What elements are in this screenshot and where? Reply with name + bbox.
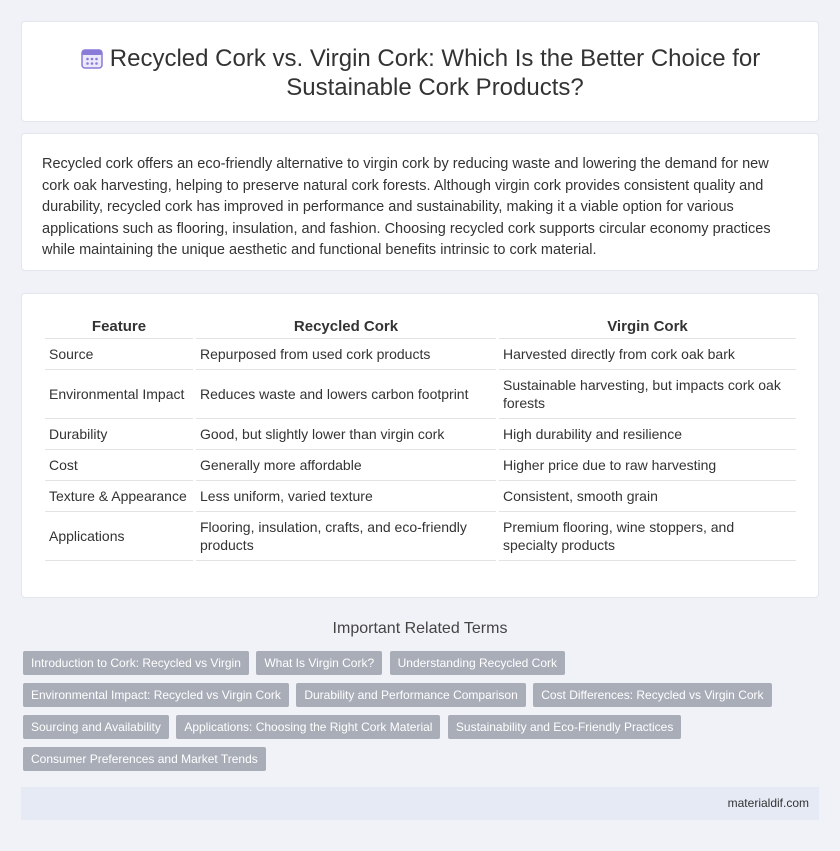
comparison-card	[21, 293, 819, 598]
table-cell-recycled: Good, but slightly lower than virgin cork	[196, 419, 496, 450]
table-cell-virgin: Harvested directly from cork oak bark	[499, 339, 796, 370]
table-row	[45, 370, 796, 419]
related-term-tag[interactable]: Environmental Impact: Recycled vs Virgin Cork	[23, 683, 289, 707]
related-term-tag[interactable]: Consumer Preferences and Market Trends	[23, 747, 266, 771]
column-header-virgin: Virgin Cork	[499, 314, 796, 339]
title-card	[21, 21, 819, 122]
table-cell-virgin: High durability and resilience	[499, 419, 796, 450]
table-cell-feature: Source	[45, 339, 193, 370]
table-row	[45, 512, 796, 561]
related-term-tag[interactable]: Applications: Choosing the Right Cork Material	[176, 715, 440, 739]
related-term-tag[interactable]: Introduction to Cork: Recycled vs Virgin	[23, 651, 249, 675]
table-row	[45, 419, 796, 450]
table-header-row	[45, 314, 796, 339]
table-cell-virgin: Consistent, smooth grain	[499, 481, 796, 512]
table-cell-recycled: Repurposed from used cork products	[196, 339, 496, 370]
table-cell-virgin: Higher price due to raw harvesting	[499, 450, 796, 481]
related-term-tag[interactable]: Understanding Recycled Cork	[390, 651, 565, 675]
intro-card	[21, 133, 819, 271]
intro-paragraph: Recycled cork offers an eco-friendly alternative to virgin cork by reducing waste and lowering the demand for new cork oak harvesting, helping to preserve natural cork forests. Although virgin cork provides consistent quality and durability, recycled cork has improved in performance and sustainability, making it a viable option for various applications such as flooring, insulation, and fashion. Choosing recycled cork supports circular economy practices while maintaining the unique aesthetic and functional benefits intrinsic to cork material.	[42, 156, 771, 258]
table-row	[45, 481, 796, 512]
page-title: Recycled Cork vs. Virgin Cork: Which Is the Better Choice for Sustainable Cork Products?	[109, 45, 761, 101]
table-cell-feature: Texture & Appearance	[45, 481, 193, 512]
related-term-tag[interactable]: What Is Virgin Cork?	[256, 651, 382, 675]
table-cell-recycled: Generally more affordable	[196, 450, 496, 481]
comparison-table	[42, 314, 799, 561]
related-terms-list	[23, 651, 803, 779]
table-cell-virgin: Premium flooring, wine stoppers, and specialty products	[499, 512, 796, 561]
table-row	[45, 450, 796, 481]
table-cell-feature: Cost	[45, 450, 193, 481]
table-row	[45, 339, 796, 370]
table-cell-recycled: Flooring, insulation, crafts, and eco-friendly products	[196, 512, 496, 561]
footer	[21, 787, 819, 820]
column-header-recycled: Recycled Cork	[196, 314, 496, 339]
related-term-tag[interactable]: Durability and Performance Comparison	[296, 683, 525, 707]
related-terms-heading: Important Related Terms	[332, 620, 508, 637]
table-cell-feature: Applications	[45, 512, 193, 561]
related-term-tag[interactable]: Cost Differences: Recycled vs Virgin Cork	[533, 683, 771, 707]
table-cell-recycled: Less uniform, varied texture	[196, 481, 496, 512]
table-cell-virgin: Sustainable harvesting, but impacts cork oak forests	[499, 370, 796, 419]
related-term-tag[interactable]: Sustainability and Eco-Friendly Practices	[448, 715, 681, 739]
table-cell-recycled: Reduces waste and lowers carbon footprint	[196, 370, 496, 419]
column-header-feature: Feature	[45, 314, 193, 339]
table-cell-feature: Environmental Impact	[45, 370, 193, 419]
table-cell-feature: Durability	[45, 419, 193, 450]
footer-site-link[interactable]: materialdif.com	[727, 796, 809, 810]
related-term-tag[interactable]: Sourcing and Availability	[23, 715, 169, 739]
